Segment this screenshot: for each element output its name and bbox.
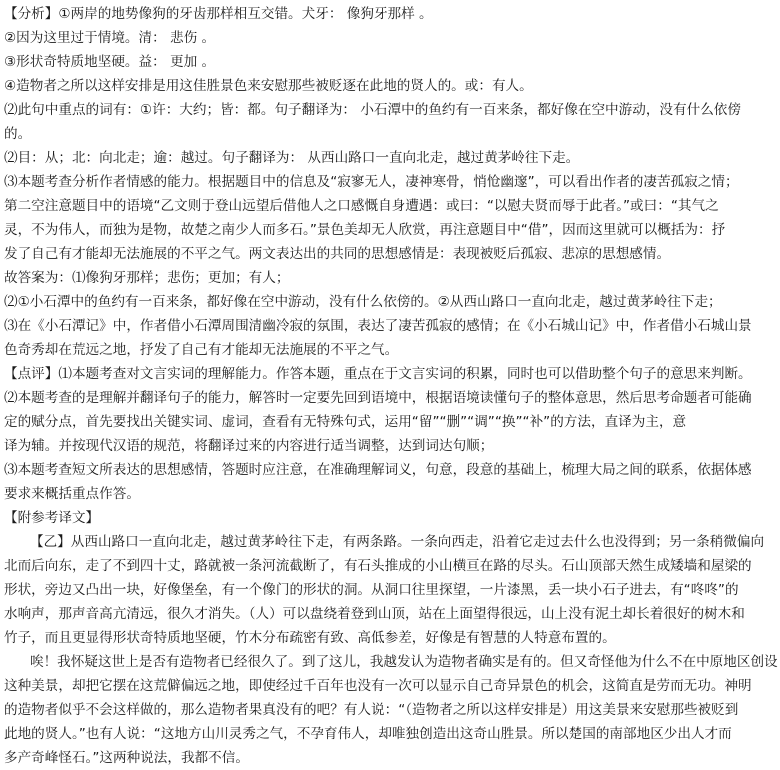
translation-line: 的造物者似乎不会这样做的，那么造物者果真没有的吧？有人说：“（造物者之所以这样安排是）用这美景来安慰那些被贬到 [4,702,739,718]
analysis-line: ⑶本题考查分析作者情感的能力。根据题目中的信息及“寂寥无人，凄神寒骨，悄怆幽邃”，可以看出作者的凄苦孤寂之情； [4,174,739,190]
translation-line: 竹子，而且更显得形状奇特质地坚硬，竹木分布疏密有致、高低参差，好像是有智慧的人特意布置的。 [4,630,616,646]
analysis-line: 发了自己有才能却无法施展的不平之气。两文表达出的共同的思想感情是：表现被贬后孤寂、悲凉的思想感情。 [4,246,671,262]
translation-line: 【乙】从西山路口一直向北走，越过黄茅岭往下走，有两条路。一条向西走，沿着它走过去什么也没得到；另一条稍微偏向 [30,534,765,550]
answer-line: 色奇秀却在荒远之地，抒发了自己有才能却无法施展的不平之气。 [4,342,399,358]
analysis-line: ④造物者之所以这样安排是用这佳胜景色来安慰那些被贬逐在此地的贤人的。或：有人。 [4,78,533,94]
translation-line: 唉！我怀疑这世上是否有造物者已经很久了。到了这儿，我越发认为造物者确实是有的。但又奇怪他为什么不在中原地区创设 [30,654,778,670]
analysis-line: ⑵目：从；北：向北走；逾：越过。句子翻译为： 从西山路口一直向北走，越过黄茅岭往下走。 [4,150,580,166]
analysis-line: ③形状奇特质地坚硬。益： 更加 。 [4,54,216,70]
analysis-line: ②因为这里过于情境。清： 悲伤 。 [4,30,216,46]
answer-line: ⑶在《小石潭记》中，作者借小石潭周围清幽冷寂的氛围，表达了凄苦孤寂的感情；在《小石城山记》中，作者借小石城山景 [4,318,752,334]
analysis-line: ⑵此句中重点的词有：①许：大约；皆：都。句子翻译为： 小石潭中的鱼约有一百来条，都好像在空中游动，没有什么依傍 [4,102,741,118]
analysis-line: 【分析】①两岸的地势像狗的牙齿那样相互交错。犬牙： 像狗牙那样 。 [4,6,433,22]
translation-line: 水响声，那声音高亢清远，很久才消失。（人）可以盘绕着登到山顶，站在上面望得很远，山上没有泥土却长着很好的树木和 [4,606,745,622]
comment-line: 要求来概括重点作答。 [4,486,140,502]
analysis-line: 灵，不为伟人，而独为是物，故楚之南少人而多石。”景色美却无人欣赏，再注意题目中“借”，因而这里就可以概括为：抒 [4,222,726,238]
comment-line: 定的赋分点，首先要找出关键实词、虚词，查看有无特殊句式，运用“留”“删”“调”“换”“补”的方法，直译为主，意 [4,414,687,430]
translation-heading: 【附参考译文】 [4,510,100,526]
answer-line: ⑵①小石潭中的鱼约有一百来条，都好像在空中游动，没有什么依傍的。②从西山路口一直向北走，越过黄茅岭往下走； [4,294,722,310]
answer-line: 故答案为：⑴像狗牙那样；悲伤；更加；有人； [4,270,290,286]
comment-line: ⑵本题考查的是理解并翻译句子的能力，解答时一定要先回到语境中，根据语境读懂句子的整体意思，然后思考命题者可能确 [4,390,752,406]
translation-line: 这种美景，却把它摆在这荒僻偏远之地，即使经过千百年也没有一次可以显示自己奇异景色的机会，这简直是劳而无功。神明 [4,678,752,694]
comment-line: ⑶本题考查短文所表达的思想感情，答题时应注意，在准确理解词义，句意，段意的基础上，梳理大局之间的联系，依据体感 [4,462,752,478]
comment-line: 译为辅。并按现代汉语的规范，将翻译过来的内容进行适当调整，达到词达句顺； [4,438,494,454]
translation-line: 多产奇峰怪石。”这两种说法，我都不信。 [4,750,249,766]
analysis-line: 第二空注意题目中的语境“乙文则于登山远望后借他人之口感慨自身遭遇：或曰：“以慰夫贤而辱于此者。”或曰：“其气之 [4,198,719,214]
analysis-line: 的。 [4,126,32,142]
translation-line: 北而后向东，走了不到四十丈，路就被一条河流截断了，有石头推成的小山横亘在路的尽头。石山顶部天然生成矮墙和屋梁的 [4,558,752,574]
translation-line: 形状，旁边又凸出一块，好像堡垒，有一个像门的形状的洞。从洞口往里探望，一片漆黑，丢一块小石子进去，有“咚咚”的 [4,582,739,598]
translation-line: 此地的贤人。”也有人说：“这地方山川灵秀之气，不孕育伟人，却唯独创造出这奇山胜景。所以楚国的南部地区少出人才而 [4,726,732,742]
comment-line: 【点评】⑴本题考查对文言实词的理解能力。作答本题，重点在于文言实词的积累，同时也可以借助整个句子的意思来判断。 [4,366,752,382]
